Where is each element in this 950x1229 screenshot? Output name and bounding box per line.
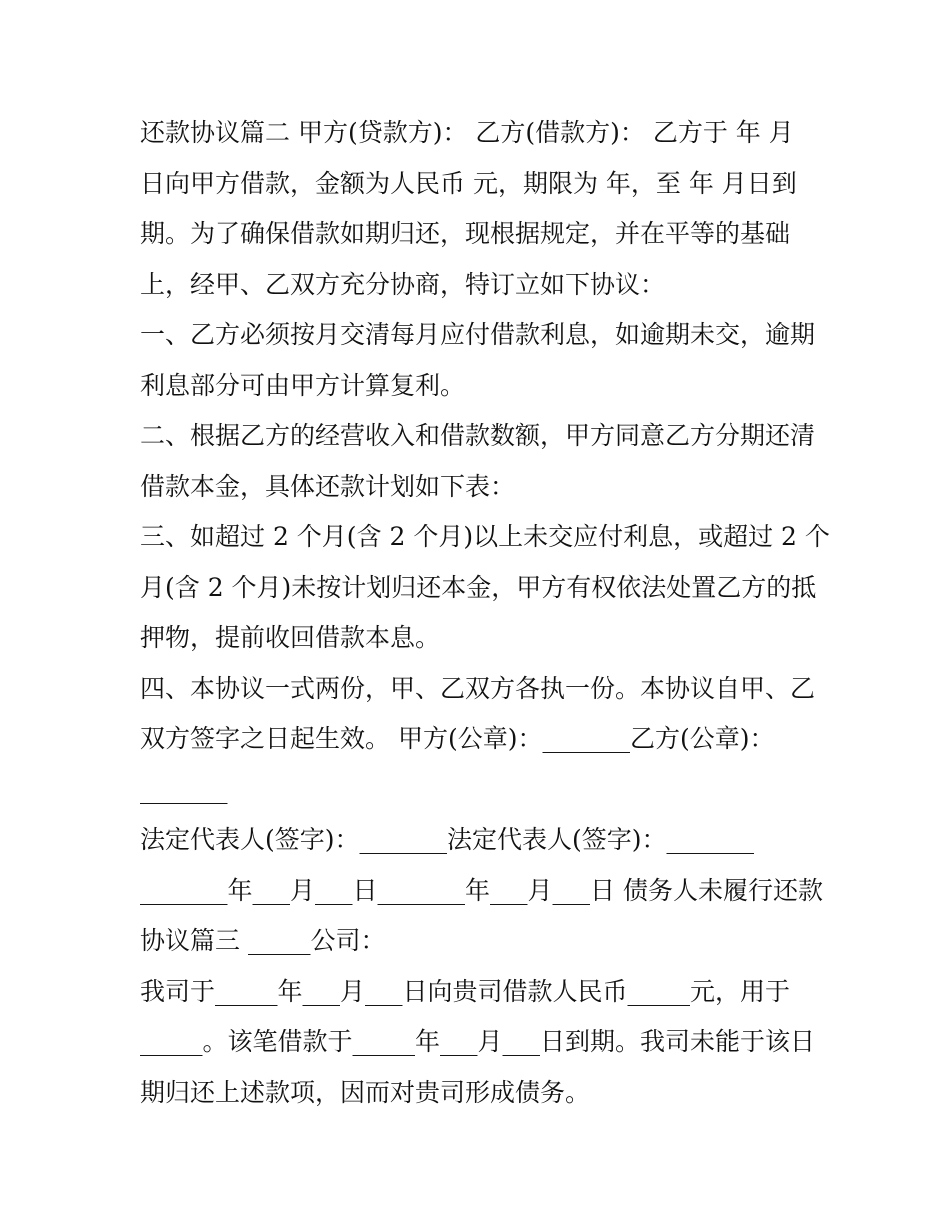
text-line: _______ <box>140 774 228 804</box>
text-line: 押物，提前收回借款本息。 <box>140 623 441 652</box>
text-line: 一、乙方必须按月交清每月应付借款利息，如逾期未交，逾期 <box>140 320 816 349</box>
text-line: 协议篇三 _____公司： <box>140 926 386 955</box>
text-line: 月(含 2 个月)未按计划归还本金，甲方有权依法处置乙方的抵 <box>140 572 817 602</box>
text-line: _____。该笔借款于_____年___月___日到期。我司未能于该日 <box>140 1027 816 1056</box>
text-line: 利息部分可由甲方计算复利。 <box>140 370 466 400</box>
text-line: 三、如超过 2 个月(含 2 个月)以上未交应付利息，或超过 2 个 <box>140 522 830 551</box>
text-line: 借款本金，具体还款计划如下表： <box>140 471 516 501</box>
text-line: 日向甲方借款，金额为人民币 元，期限为 年，至 年 月日到 <box>140 168 797 198</box>
text-line: 期归还上述款项，因而对贵司形成债务。 <box>140 1077 591 1107</box>
text-line: 四、本协议一式两份，甲、乙双方各执一份。本协议自甲、乙 <box>140 673 816 703</box>
text-line: 上，经甲、乙双方充分协商，特订立如下协议： <box>140 269 666 299</box>
text-line: 法定代表人(签字)：_______法定代表人(签字)：_______ <box>140 825 755 854</box>
text-line: 二、根据乙方的经营收入和借款数额，甲方同意乙方分期还清 <box>140 421 816 450</box>
text-line: 还款协议篇二 甲方(贷款方)： 乙方(借款方)： 乙方于 年 月 <box>140 118 794 147</box>
text-line: 期。为了确保借款如期归还，现根据规定，并在平等的基础 <box>140 219 791 248</box>
text-line: 我司于_____年___月___日向贵司借款人民币_____元，用于 <box>140 976 791 1006</box>
text-line: 双方签字之日起生效。 甲方(公章)：_______乙方(公章)： <box>140 724 775 753</box>
document-body <box>140 108 830 1118</box>
text-line: _______年___月___日_______年___月___日 债务人未履行还款 <box>140 875 823 905</box>
